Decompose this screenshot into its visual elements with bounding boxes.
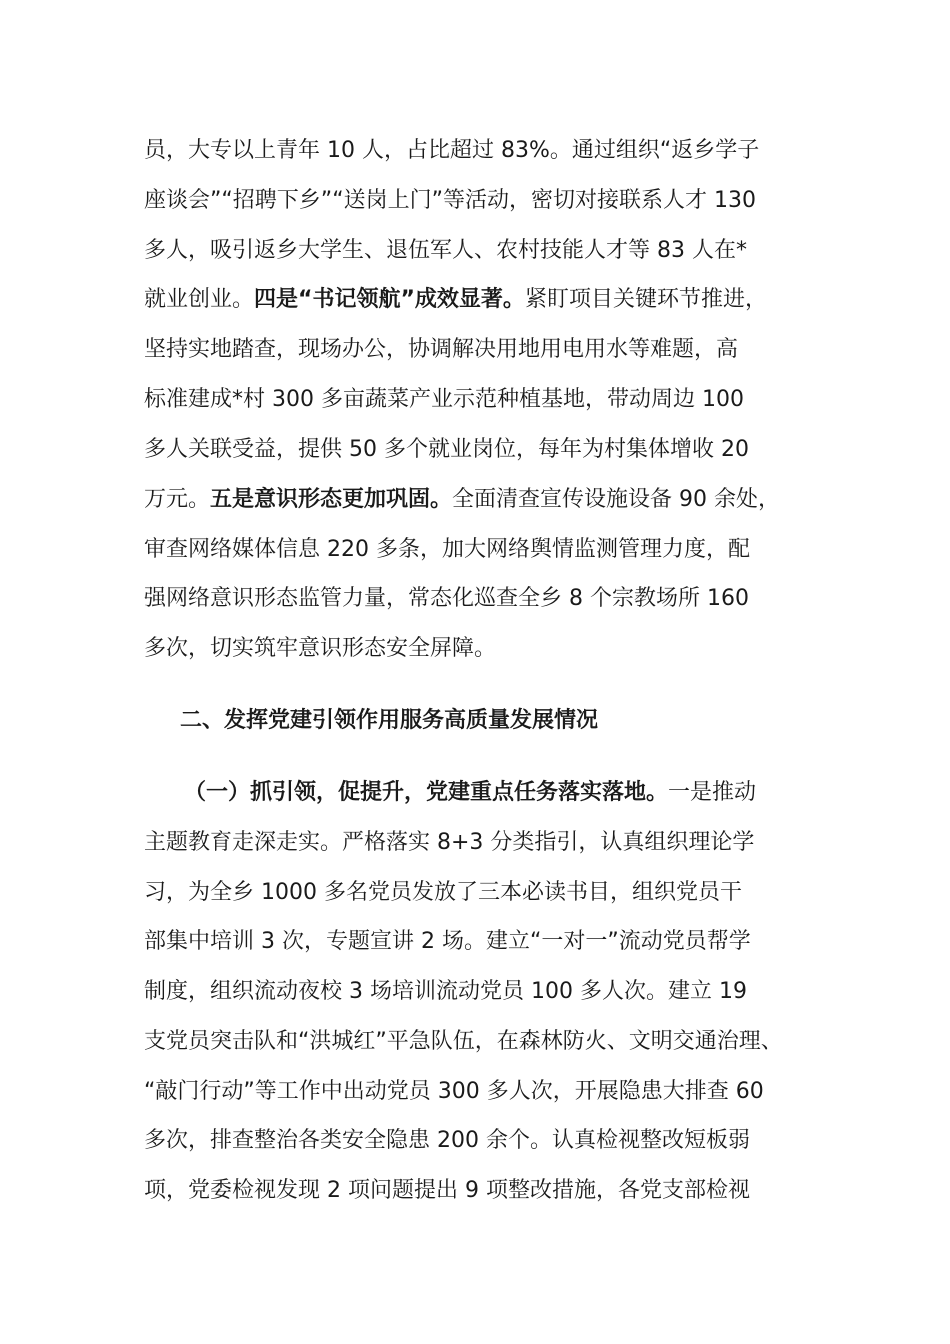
bold-run: 五是意识形态更加巩固。 (210, 487, 453, 512)
paragraph-1-line-8 (144, 485, 780, 515)
paragraph-1-line-11: 多次，切实筑牢意识形态安全屏障。 (144, 636, 497, 661)
paragraph-1-line-3: 多人，吸引返乡大学生、退伍军人、农村技能人才等 83 人在* (144, 238, 747, 263)
paragraph-2-line-2: 主题教育走深走实。严格落实 8+3 分类指引，认真组织理论学 (144, 830, 755, 855)
text-run: 万元。 (144, 487, 211, 512)
text-run: 一是推动 (668, 780, 757, 805)
paragraph-2-line-1 (184, 778, 756, 808)
subsection-heading: （一）抓引领，促提升，党建重点任务落实落地。 (184, 780, 669, 805)
text-run: 就业创业。 (144, 287, 255, 312)
paragraph-2-line-8: 多次，排查整治各类安全隐患 200 余个。认真检视整改短板弱 (144, 1128, 750, 1153)
paragraph-2-line-7: “敲门行动”等工作中出动党员 300 多人次，开展隐患大排查 60 (144, 1079, 764, 1104)
paragraph-1-line-5: 坚持实地踏查，现场办公，协调解决用地用电用水等难题，高 (144, 337, 739, 362)
paragraph-2-line-4: 部集中培训 3 次，专题宣讲 2 场。建立“一对一”流动党员帮学 (144, 929, 751, 954)
paragraph-2-line-9: 项，党委检视发现 2 项问题提出 9 项整改措施，各党支部检视 (144, 1178, 750, 1203)
text-run: 紧盯项目关键环节推进， (524, 287, 767, 312)
paragraph-1-line-7: 多人关联受益，提供 50 多个就业岗位，每年为村集体增收 20 (144, 437, 749, 462)
paragraph-1-line-1: 员，大专以上青年 10 人，占比超过 83%。通过组织“返乡学子 (144, 138, 760, 163)
paragraph-2-line-3: 习，为全乡 1000 多名党员发放了三本必读书目，组织党员干 (144, 880, 742, 905)
paragraph-2-line-5: 制度，组织流动夜校 3 场培训流动党员 100 多人次。建立 19 (144, 979, 747, 1004)
paragraph-1-line-10: 强网络意识形态监管力量，常态化巡查全乡 8 个宗教场所 160 (144, 586, 749, 611)
bold-run: 四是“书记领航”成效显著。 (254, 287, 525, 312)
paragraph-2-line-6: 支党员突击队和“洪城红”平急队伍，在森林防火、文明交通治理、 (144, 1029, 783, 1054)
paragraph-1-line-9: 审查网络媒体信息 220 多条，加大网络舆情监测管理力度，配 (144, 537, 750, 562)
paragraph-1-line-2: 座谈会”“招聘下乡”“送岗上门”等活动，密切对接联系人才 130 (144, 188, 756, 213)
text-run: 全面清查宣传设施设备 90 余处， (452, 487, 781, 512)
paragraph-1-line-6: 标准建成*村 300 多亩蔬菜产业示范种植基地，带动周边 100 (144, 387, 744, 412)
paragraph-1-line-4 (144, 285, 767, 315)
section-heading: 二、发挥党建引领作用服务高质量发展情况 (180, 708, 599, 733)
